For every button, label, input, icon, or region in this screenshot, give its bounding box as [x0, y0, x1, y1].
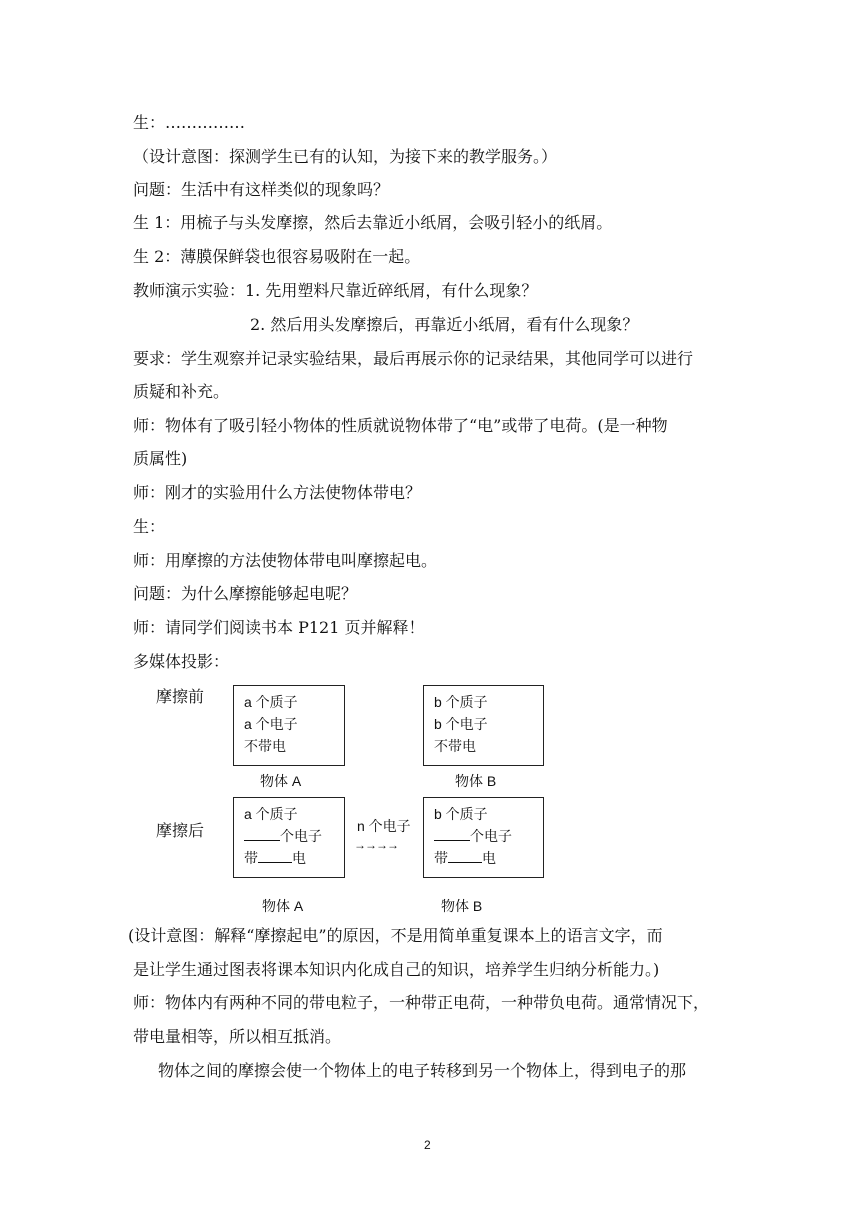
charge-state: 不带电 [434, 738, 476, 754]
design-intent-note: （设计意图：探测学生已有的认知，为接下来的教学服务。） [133, 147, 558, 166]
charge-blank: 带 电 [244, 847, 334, 869]
object-b-after-box [423, 797, 544, 878]
design-intent-note: (设计意图：解释“摩擦起电”的原因，不是用简单重复课本上的语言文字，而 [128, 926, 663, 945]
object-b-label: 物体 B [441, 898, 483, 914]
text-line: 师：刚才的实验用什么方法使物体带电？ [133, 483, 422, 502]
text-line: 物体之间的摩擦会使一个物体上的电子转移到另一个物体上，得到电子的那 [158, 1061, 687, 1080]
transfer-arrows: →→→→ [354, 838, 398, 852]
text-line: 生 2：薄膜保鲜袋也很容易吸附在一起。 [133, 247, 421, 266]
text-line: 问题：生活中有这样类似的现象吗？ [133, 180, 390, 199]
object-a-after-box [233, 797, 345, 878]
proton-count: b 个质子 [434, 806, 488, 822]
object-a-label: 物体 A [262, 898, 304, 914]
text-line: 质疑和补充。 [133, 382, 230, 401]
text-line: 2. 然后用头发摩擦后，再靠近小纸屑，看有什么现象？ [250, 315, 639, 334]
page-number: 2 [424, 1138, 431, 1152]
electron-count: a 个电子 [244, 716, 298, 732]
text-line: 带电量相等，所以相互抵消。 [133, 1027, 342, 1046]
electron-count: b 个电子 [434, 716, 488, 732]
object-b-before-box [423, 685, 544, 766]
object-a-label: 物体 A [260, 773, 302, 789]
text-line: 师：请同学们阅读书本 P121 页并解释！ [133, 618, 425, 637]
text-line: 多媒体投影： [133, 652, 230, 671]
text-line: 师：物体有了吸引轻小物体的性质就说物体带了“电”或带了电荷。(是一种物 [133, 416, 668, 435]
proton-count: b 个质子 [434, 694, 488, 710]
proton-count: a 个质子 [244, 806, 298, 822]
charge-state: 不带电 [244, 738, 286, 754]
after-friction-label: 摩擦后 [156, 821, 205, 840]
text-line: 师：物体内有两种不同的带电粒子，一种带正电荷，一种带负电荷。通常情况下， [133, 993, 710, 1012]
electron-count-blank: 个电子 [244, 825, 334, 847]
text-line: 生： [133, 517, 166, 536]
text-line: 师：用摩擦的方法使物体带电叫摩擦起电。 [133, 551, 438, 570]
object-b-label: 物体 B [455, 773, 497, 789]
design-intent-note: 是让学生通过图表将课本知识内化成自己的知识，培养学生归纳分析能力。) [133, 960, 660, 979]
before-friction-label: 摩擦前 [156, 687, 205, 706]
text-line: 教师演示实验：1. 先用塑料尺靠近碎纸屑，有什么现象？ [133, 281, 538, 300]
transfer-label: n 个电子 [357, 818, 411, 834]
object-a-before-box [233, 685, 345, 766]
electron-count-blank: 个电子 [434, 825, 533, 847]
text-line: 生：…………… [133, 113, 246, 132]
charge-blank: 带 电 [434, 847, 533, 869]
proton-count: a 个质子 [244, 694, 298, 710]
text-line: 问题：为什么摩擦能够起电呢？ [133, 584, 358, 603]
text-line: 要求：学生观察并记录实验结果，最后再展示你的记录结果，其他同学可以进行 [133, 349, 694, 368]
text-line: 质属性) [133, 449, 188, 468]
text-line: 生 1：用梳子与头发摩擦，然后去靠近小纸屑，会吸引轻小的纸屑。 [133, 213, 613, 232]
